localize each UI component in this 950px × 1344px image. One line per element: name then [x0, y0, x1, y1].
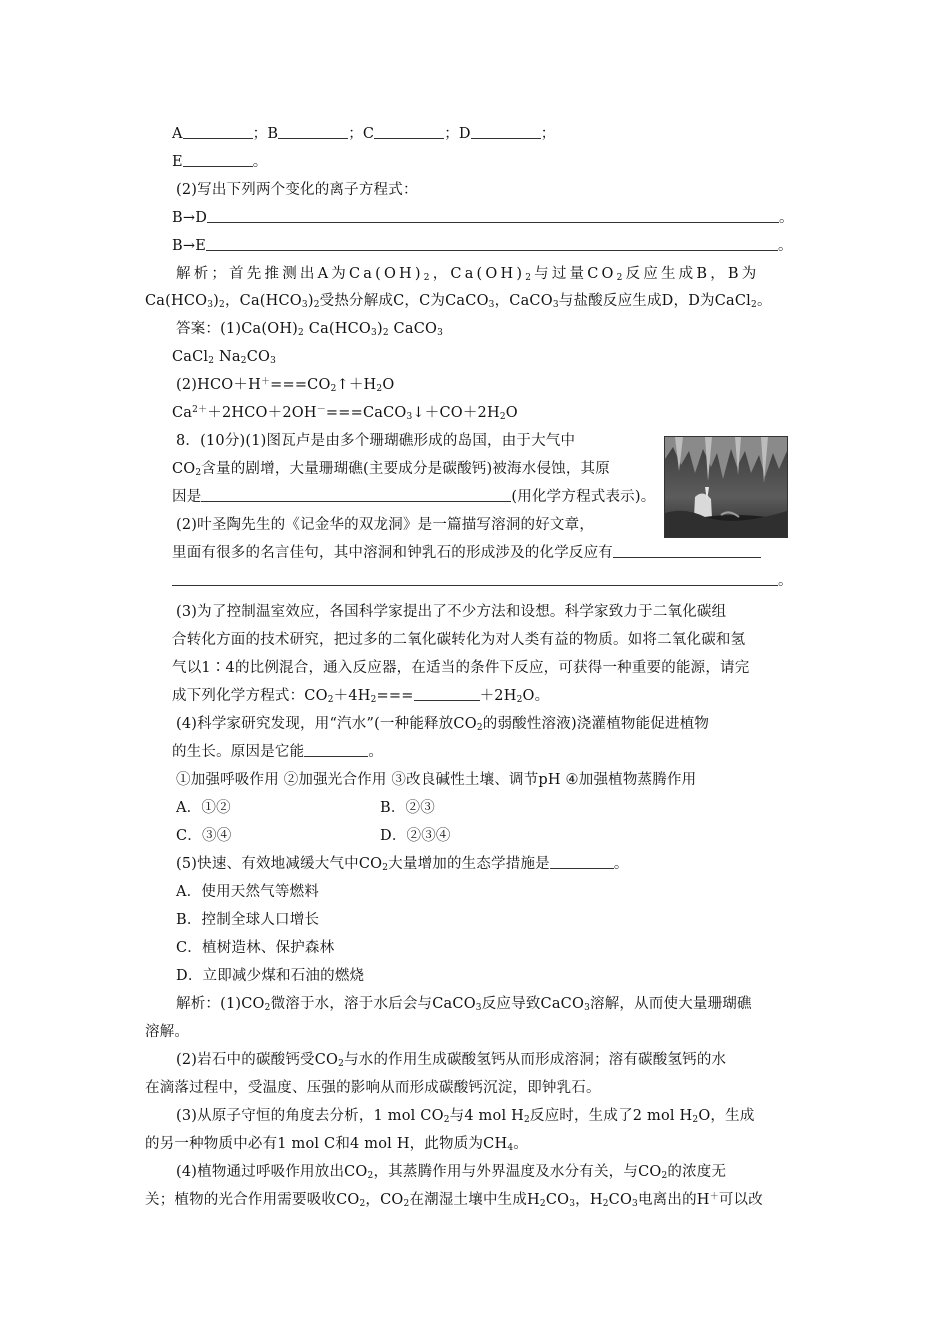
blank-a[interactable] [183, 125, 253, 139]
q8-p3-line1: (3)为了控制温室效应，各国科学家提出了不少方法和设想。科学家致力于二氧化碳组 [176, 604, 727, 620]
blank-cave-reaction[interactable] [613, 544, 761, 558]
t: 反应时，生成了2 mol H [529, 1108, 693, 1124]
blank-product[interactable] [414, 687, 480, 701]
q8-p5-line [176, 854, 629, 874]
t: 的另一种物质中必有1 mol C和4 mol H，此物质为CH [145, 1136, 508, 1152]
q7-answer-line1 [176, 319, 443, 339]
sub: 2 [751, 300, 757, 310]
t: 成下列化学方程式：CO [172, 688, 328, 704]
t: Ca(HCO [145, 293, 208, 309]
t: ，CO [365, 1192, 404, 1208]
t: (4)科学家研究发现，用“汽水”(一种能释放CO [176, 716, 477, 732]
stalactite-cave-image [665, 437, 787, 537]
t: 与水的作用生成碳酸氢钙从而形成溶洞；溶有碳酸氢钙的水 [344, 1052, 727, 1068]
t: ，Ca(OH) [432, 266, 526, 282]
sub: 2 [195, 468, 202, 478]
sub: 2 [692, 1115, 699, 1125]
sub: 2 [313, 300, 320, 310]
sub: 2 [330, 384, 337, 394]
sub: 3 [207, 300, 214, 310]
q8-p5-choice-a[interactable]: A．使用天然气等燃料 [176, 884, 319, 900]
t: Na [214, 349, 241, 365]
blank-be[interactable] [206, 237, 778, 251]
t: (2)HCO＋H [176, 377, 261, 393]
sub: 2 [516, 695, 523, 705]
t: 答案：(1)Ca(OH) [176, 321, 299, 337]
t: O。 [522, 688, 550, 704]
t: (5)快速、有效地减缓大气中CO [176, 856, 383, 872]
t: 含量的剧增，大量珊瑚礁(主要成分是碳酸钙)被海水侵蚀，其原 [201, 461, 610, 477]
t: O [382, 377, 395, 393]
q8-p3-line4 [172, 686, 549, 706]
period: 。 [779, 210, 794, 226]
sub: 3 [552, 300, 559, 310]
t: ===CaCO [325, 405, 407, 421]
period: 。 [252, 154, 268, 170]
t: CO [545, 1192, 570, 1208]
t: 的浓度无 [667, 1164, 727, 1180]
sub: 2 [327, 695, 334, 705]
sub: 3 [406, 412, 413, 422]
t: ) [213, 293, 220, 309]
q8-p4-choice-b[interactable]: B．②③ [380, 800, 435, 816]
q8-line4: (2)叶圣陶先生的《记金华的双龙洞》是一篇描写溶洞的好文章， [176, 517, 595, 533]
sub: 2 [523, 1115, 530, 1125]
q7-analysis-line1 [176, 264, 759, 284]
q8-line2 [172, 459, 610, 479]
cave-photo [664, 436, 788, 538]
be-label: B→E [172, 238, 206, 254]
q8-line1: 8．(10分)(1)图瓦卢是由多个珊瑚礁形成的岛国，由于大气中 [176, 433, 576, 449]
q7-blank-e-line [172, 152, 268, 172]
t: 电离出的H [637, 1192, 710, 1208]
t: ，H [575, 1192, 603, 1208]
label-b: ；B [252, 126, 279, 142]
sub: 2 [661, 1171, 668, 1181]
q7-bd-line [172, 208, 794, 228]
q7-eq1 [176, 375, 394, 395]
label-c: ；C [348, 126, 375, 142]
sub: 2 [602, 1199, 609, 1209]
q8-solution-2a [176, 1050, 726, 1070]
t: 受热分解成C，C为CaCO [319, 293, 489, 309]
q8-solution-3a [176, 1106, 755, 1126]
period: 。 [778, 238, 793, 254]
q8-p3-line2: 合转化方面的技术研究，把过多的二氧化碳转化为对人类有益的物质。如将二氧化碳和氢 [172, 632, 746, 648]
t: 可以改 [718, 1192, 763, 1208]
sub: 2 [219, 300, 225, 310]
sub: 4 [507, 1143, 514, 1153]
t: 与过量CO [534, 266, 617, 282]
t: ===CO [270, 377, 331, 393]
sup: ＋ [260, 377, 271, 387]
blank-e[interactable] [183, 153, 253, 167]
q8-p4-choice-d[interactable]: D．②③④ [380, 828, 451, 844]
t: Ca [172, 405, 193, 421]
t: O [505, 405, 518, 421]
q8-solution-2b: 在滴落过程中，受温度、压强的影响从而形成碳酸钙沉淀，即钟乳石。 [145, 1080, 601, 1096]
q8-solution-4a [176, 1162, 726, 1182]
q7-answer-line2 [172, 347, 276, 367]
t: 反应导致CaCO [481, 996, 585, 1012]
sub: 2 [264, 1003, 271, 1013]
t: CaCl [172, 349, 209, 365]
q8-line6 [172, 571, 793, 591]
t: (3)从原子守恒的角度去分析，1 mol CO [176, 1108, 444, 1124]
t: ，其蒸腾作用与外界温度及水分有关，与CO [373, 1164, 662, 1180]
sub: 3 [475, 1003, 482, 1013]
q8-p4-line1 [176, 714, 709, 734]
sub: 2 [525, 273, 535, 283]
blank-cave-reaction-cont[interactable] [172, 572, 778, 586]
t: 关；植物的光合作用需要吸收CO [145, 1192, 360, 1208]
sub: 2 [616, 273, 626, 283]
sub: 2 [443, 1115, 450, 1125]
q8-p4-choice-a[interactable]: A．①② [176, 800, 231, 816]
t: 的生长。原因是它能 [172, 744, 305, 760]
t: CO [608, 1192, 633, 1208]
t: ＋2H [479, 688, 517, 704]
sub: 3 [488, 300, 495, 310]
label-e: E [172, 154, 183, 170]
sub: 3 [437, 328, 444, 338]
blank-coral-equation[interactable] [201, 488, 511, 502]
q7-be-line [172, 236, 793, 256]
t: 大量增加的生态学措施是 [388, 856, 550, 872]
q8-p4-line2 [172, 742, 383, 762]
t: 里面有很多的名言佳句，其中溶洞和钟乳石的形成涉及的化学反应有 [172, 545, 613, 561]
q8-solution-3b [145, 1134, 528, 1154]
t: 与4 mol H [449, 1108, 524, 1124]
q8-solution-1a [176, 994, 752, 1014]
t: ，CaCO [494, 293, 553, 309]
sub: 2 [476, 723, 483, 733]
sub: 2 [338, 1059, 345, 1069]
sub: 3 [371, 328, 377, 338]
blank-p4[interactable] [304, 743, 368, 757]
sub: 2 [382, 328, 389, 338]
t: CaCO [388, 321, 438, 337]
t: 。 [368, 744, 384, 760]
t: ↑＋H [336, 377, 377, 393]
blank-c[interactable] [374, 125, 444, 139]
t: ) [376, 321, 383, 337]
q8-p4-options: ①加强呼吸作用 ②加强光合作用 ③改良碱性土壤、调节pH ④加强植物蒸腾作用 [176, 772, 697, 788]
q7-part2-title: (2)写出下列两个变化的离子方程式： [176, 182, 418, 198]
t: ，Ca(HCO [224, 293, 302, 309]
sub: 2 [208, 356, 215, 366]
t: === [376, 688, 414, 704]
q7-analysis-line2 [145, 291, 772, 311]
t: ＋2HCO＋2OH [207, 405, 317, 421]
sub: 2 [423, 273, 433, 283]
sub: 3 [301, 300, 308, 310]
t: 反应生成B，B为 [625, 266, 760, 282]
q8-p5-choice-b[interactable]: B．控制全球人口增长 [176, 912, 320, 928]
sub: 3 [569, 1199, 576, 1209]
t: 与盐酸反应生成D，D为CaCl [558, 293, 751, 309]
sup: － [316, 405, 326, 415]
sup: ＋ [709, 1192, 719, 1202]
blank-d[interactable] [471, 125, 541, 139]
q8-solution-4b [145, 1190, 763, 1210]
t: 微溶于水，溶于水后会与CaCO [270, 996, 476, 1012]
sub: 2 [403, 1199, 410, 1209]
sub: 2 [382, 863, 389, 873]
t: (用化学方程式表示)。 [511, 489, 656, 505]
t: 解析；首先推测出A为Ca(OH) [176, 266, 424, 282]
t: 。 [613, 856, 629, 872]
t: O，生成 [698, 1108, 755, 1124]
sub: 2 [240, 356, 247, 366]
sep: ； [540, 126, 556, 142]
period: 。 [756, 293, 772, 309]
label-a: A [172, 126, 183, 142]
t: 溶解，从而使大量珊瑚礁 [590, 996, 752, 1012]
sub: 2 [539, 1199, 546, 1209]
blank-p5[interactable] [550, 855, 614, 869]
t: 解析：(1)CO [176, 996, 265, 1012]
bd-label: B→D [172, 210, 208, 226]
sup: 2＋ [192, 405, 208, 415]
sub: 2 [376, 384, 383, 394]
q8-line3 [172, 487, 655, 507]
q8-solution-1b: 溶解。 [145, 1024, 190, 1040]
sub: 3 [632, 1199, 638, 1209]
q8-p4-choice-c[interactable]: C．③④ [176, 828, 232, 844]
t: (4)植物通过呼吸作用放出CO [176, 1164, 368, 1180]
t: CO [246, 349, 271, 365]
q8-p5-choice-c[interactable]: C．植树造林、保护森林 [176, 940, 335, 956]
sub: 2 [370, 695, 377, 705]
sub: 2 [499, 412, 506, 422]
sub: 2 [298, 328, 304, 338]
label-d: ；D [444, 126, 471, 142]
t: CO [172, 461, 196, 477]
t: ) [307, 293, 314, 309]
q8-p5-choice-d[interactable]: D．立即减少煤和石油的燃烧 [176, 968, 365, 984]
t: 。 [513, 1136, 528, 1152]
blank-bd[interactable] [207, 209, 779, 223]
q7-eq2 [172, 403, 518, 423]
t: 因是 [172, 489, 202, 505]
q7-blanks-line [172, 124, 555, 144]
sub: 3 [270, 356, 277, 366]
sub: 2 [359, 1199, 366, 1209]
sub: 2 [367, 1171, 374, 1181]
t: ↓＋CO＋2H [412, 405, 500, 421]
q8-p3-line3: 气以1∶4的比例混合，通入反应器，在适当的条件下反应，可获得一种重要的能源，请完 [172, 660, 750, 676]
period: 。 [778, 573, 793, 589]
blank-b[interactable] [278, 125, 348, 139]
t: 的弱酸性溶液)浇灌植物能促进植物 [482, 716, 710, 732]
sub: 3 [584, 1003, 590, 1013]
q8-line5 [172, 543, 761, 563]
t: Ca(HCO [303, 321, 372, 337]
t: ＋4H [333, 688, 371, 704]
t: (2)岩石中的碳酸钙受CO [176, 1052, 339, 1068]
t: 在潮湿土壤中生成H [409, 1192, 540, 1208]
